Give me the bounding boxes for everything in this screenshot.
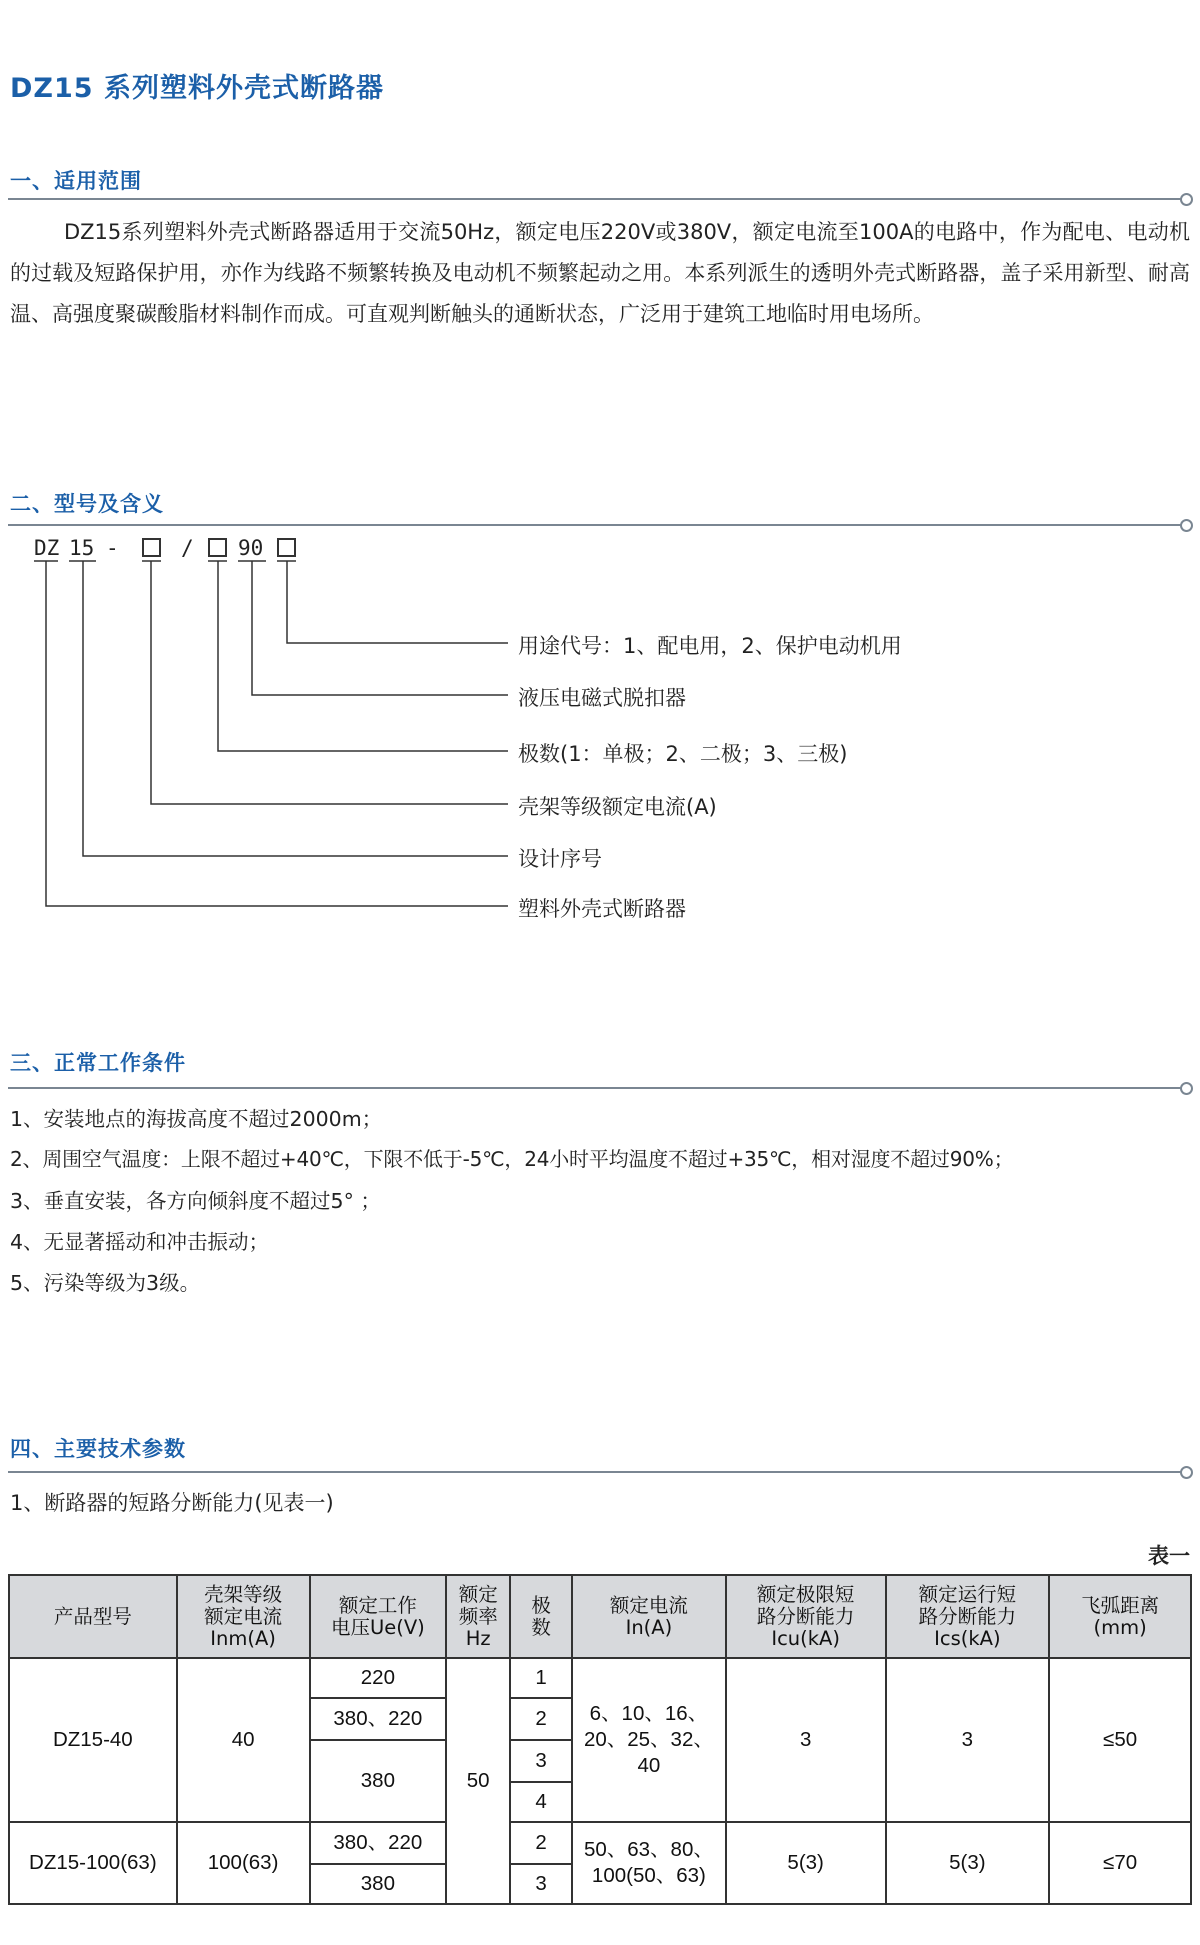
cell-poles: 1 xyxy=(510,1658,572,1698)
condition-item: 2、周围空气温度：上限不超过+40℃，下限不低于-5℃，24小时平均温度不超过+35℃，相对湿度不超过90%； xyxy=(10,1147,1014,1171)
cell-rated-current: 50、63、80、 100(50、63) xyxy=(572,1822,726,1904)
model-label-frame-current: 壳架等级额定电流(A) xyxy=(518,795,717,819)
cell-voltage: 380、220 xyxy=(310,1698,447,1740)
header-frame-current: 壳架等级 额定电流 Inm(A) xyxy=(177,1575,310,1658)
cell-voltage: 380 xyxy=(310,1864,447,1904)
section-heading-scope: 一、适用范围 xyxy=(10,169,142,193)
table-row xyxy=(9,1658,1191,1698)
cell-voltage: 380 xyxy=(310,1740,447,1822)
cell-poles: 3 xyxy=(510,1740,572,1782)
model-label-design-serial: 设计序号 xyxy=(518,847,602,871)
table-header-row xyxy=(9,1575,1191,1658)
section-heading-conditions: 三、正常工作条件 xyxy=(10,1051,186,1075)
cell-poles: 2 xyxy=(510,1698,572,1740)
condition-item: 1、安装地点的海拔高度不超过2000m； xyxy=(10,1107,383,1131)
model-label-molded-case: 塑料外壳式断路器 xyxy=(518,897,686,921)
code-series-number: 15 xyxy=(69,536,95,560)
cell-model: DZ15-100(63) xyxy=(9,1822,177,1904)
code-slash: / xyxy=(181,536,194,560)
cell-frame-current: 40 xyxy=(177,1658,310,1822)
header-ics: 额定运行短 路分断能力 Ics(kA) xyxy=(886,1575,1050,1658)
model-label-trip: 液压电磁式脱扣器 xyxy=(518,686,686,710)
condition-item: 4、无显著摇动和冲击振动； xyxy=(10,1230,270,1254)
header-model: 产品型号 xyxy=(9,1575,177,1658)
section-divider xyxy=(8,1087,1184,1089)
model-label-usage: 用途代号：1、配电用，2、保护电动机用 xyxy=(518,634,902,658)
section-heading-params: 四、主要技术参数 xyxy=(10,1437,186,1461)
header-frequency: 额定 频率 Hz xyxy=(446,1575,510,1658)
code-dash: - xyxy=(106,536,119,560)
cell-icu: 3 xyxy=(726,1658,886,1822)
cell-voltage: 380、220 xyxy=(310,1822,447,1864)
cell-rated-current: 6、10、16、 20、25、32、 40 xyxy=(572,1658,726,1822)
header-icu: 额定极限短 路分断能力 Icu(kA) xyxy=(726,1575,886,1658)
params-subheading: 1、断路器的短路分断能力(见表一) xyxy=(10,1491,334,1515)
code-ninety: 90 xyxy=(238,536,264,560)
header-arc-distance: 飞弧距离 (mm) xyxy=(1049,1575,1191,1658)
cell-ics: 5(3) xyxy=(886,1822,1050,1904)
cell-poles: 2 xyxy=(510,1822,572,1864)
page-title: DZ15 系列塑料外壳式断路器 xyxy=(10,73,384,104)
cell-poles: 3 xyxy=(510,1864,572,1904)
header-poles: 极 数 xyxy=(510,1575,572,1658)
table-caption: 表一 xyxy=(1148,1544,1190,1568)
section-heading-model: 二、型号及含义 xyxy=(10,492,164,516)
section-divider xyxy=(8,1471,1184,1473)
header-rated-current: 额定电流 In(A) xyxy=(572,1575,726,1658)
cell-voltage: 220 xyxy=(310,1658,447,1698)
table-row xyxy=(9,1822,1191,1864)
cell-poles: 4 xyxy=(510,1782,572,1822)
model-label-poles: 极数(1：单极；2、二极；3、三极) xyxy=(518,742,848,766)
header-rated-voltage: 额定工作 电压Ue(V) xyxy=(310,1575,447,1658)
cell-arc-distance: ≤70 xyxy=(1049,1822,1191,1904)
scope-text: DZ15系列塑料外壳式断路器适用于交流50Hz，额定电压220V或380V，额定电流至100A的电路中，作为配电、电动机的过载及短路保护用，亦作为线路不频繁转换及电动机不频繁起动之用。本系列派生的透明外壳式断路器，盖子采用新型、耐高温、高强度聚碳酸脂材料制作而成。可直观判断触头的通断状态，广泛用于建筑工地临时用电场所。 xyxy=(10,220,1190,326)
code-dz: DZ xyxy=(34,536,60,560)
condition-item: 5、污染等级为3级。 xyxy=(10,1271,201,1295)
cell-ics: 3 xyxy=(886,1658,1050,1822)
cell-model: DZ15-40 xyxy=(9,1658,177,1822)
cell-icu: 5(3) xyxy=(726,1822,886,1904)
cell-frequency: 50 xyxy=(446,1658,510,1904)
divider-end-dot xyxy=(1180,1466,1193,1479)
condition-item: 3、垂直安装，各方向倾斜度不超过5° ； xyxy=(10,1189,381,1213)
cell-frame-current: 100(63) xyxy=(177,1822,310,1904)
breaking-capacity-table xyxy=(8,1574,1192,1905)
cell-arc-distance: ≤50 xyxy=(1049,1658,1191,1822)
divider-end-dot xyxy=(1180,1082,1193,1095)
